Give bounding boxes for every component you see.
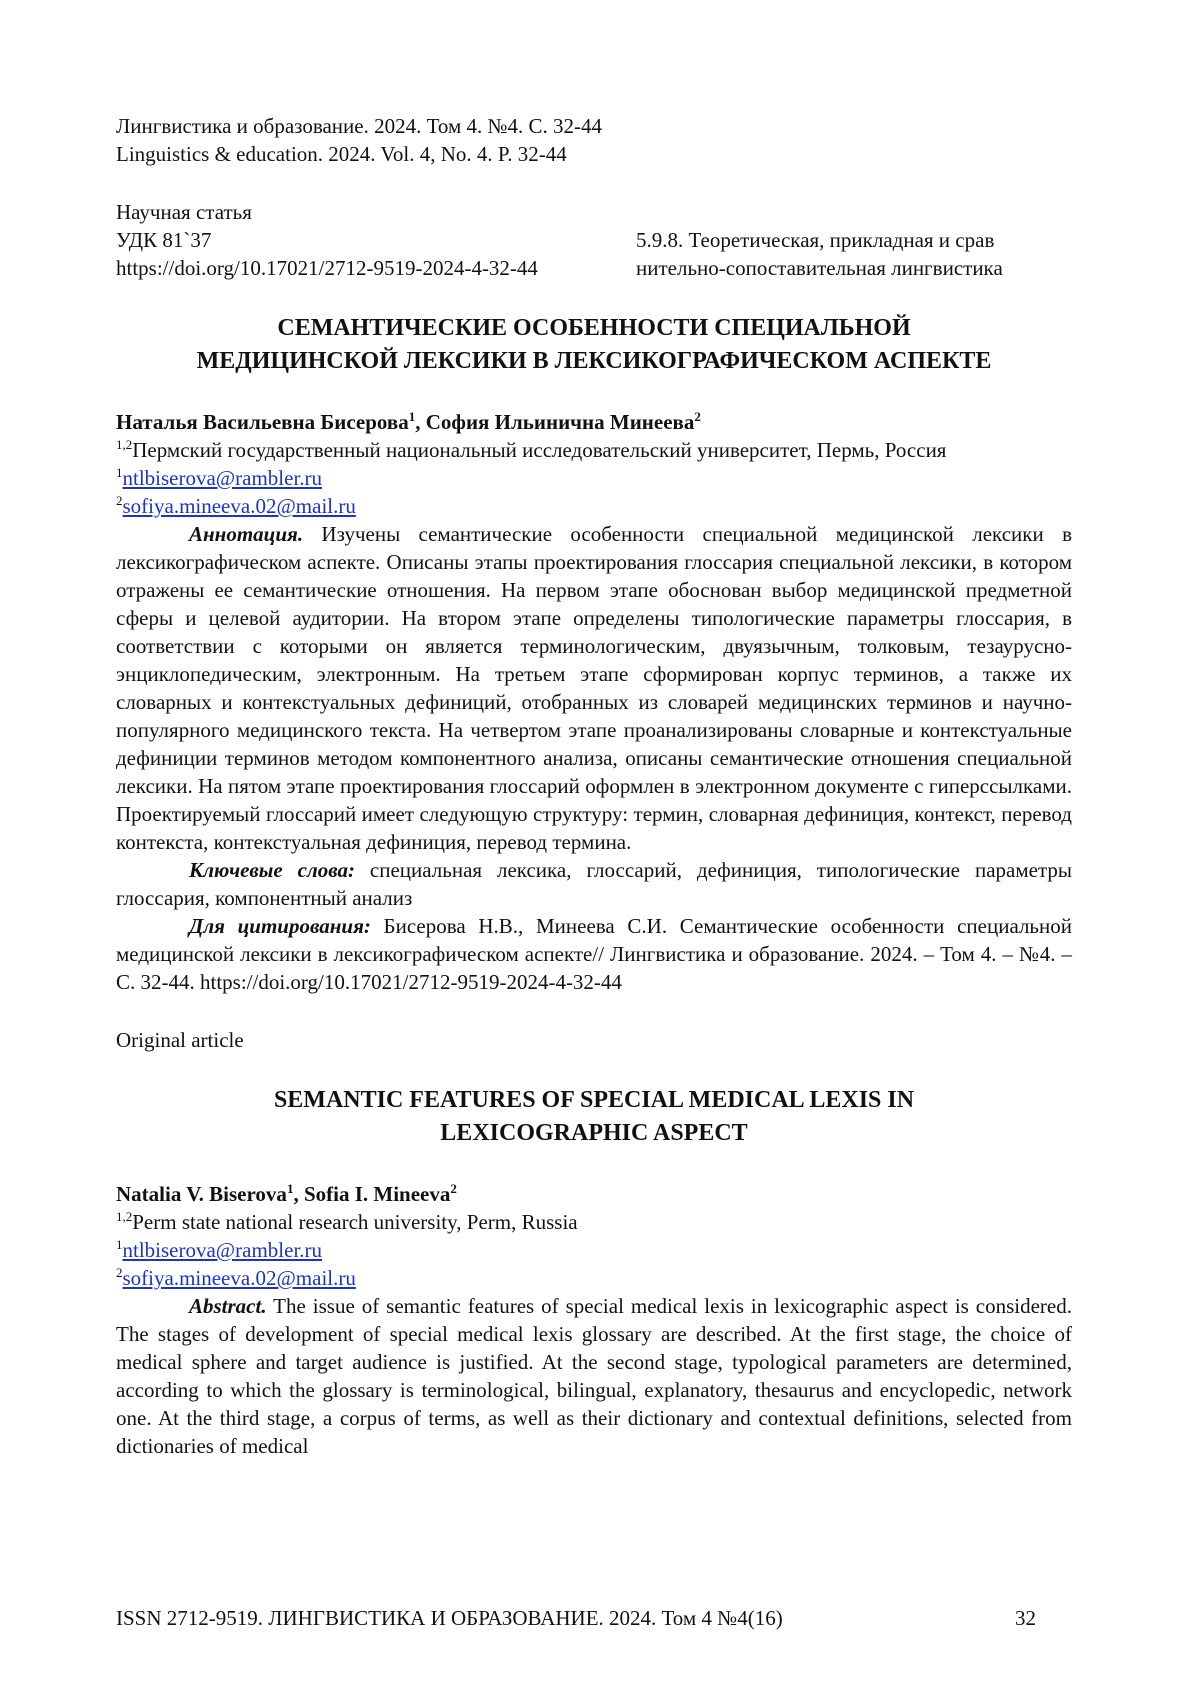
email2-en-sup: 2 xyxy=(116,1265,123,1280)
citation-ru-text: Бисерова Н.В., Минеева С.И. Семантические особенности специальной медицинской лексики в лексикографическом аспекте// Лингвистика и образование. 2024. – Том 4. – №4. – С. 32-44. https://doi.org/10.17021/2712-9519-2024-4-32-44 xyxy=(116,914,1072,994)
abstract-en xyxy=(116,1292,1072,1460)
journal-citation-ru: Лингвистика и образование. 2024. Том 4. №4. С. 32-44 xyxy=(116,114,603,138)
doi-link: https://doi.org/10.17021/2712-9519-2024-4-32-44 xyxy=(116,256,538,280)
journal-citation-en: Linguistics & education. 2024. Vol. 4, No. 4. P. 32-44 xyxy=(116,142,567,166)
specialty-code-line1: 5.9.8. Теоретическая, прикладная и срав xyxy=(636,228,995,252)
keywords-ru xyxy=(116,856,1072,912)
author2-en-sup: 2 xyxy=(450,1181,457,1196)
email1-en-sup: 1 xyxy=(116,1237,123,1252)
email2-en-link[interactable]: sofiya.mineeva.02@mail.ru xyxy=(122,1266,356,1290)
affiliation-ru xyxy=(116,436,1072,464)
email1-ru-link[interactable]: ntlbiserova@rambler.ru xyxy=(122,466,323,490)
keywords-ru-label: Ключевые слова: xyxy=(189,858,355,882)
author1-ru-sup: 1 xyxy=(408,409,416,424)
author1-ru: Наталья Васильевна Бисерова xyxy=(116,410,409,434)
author2-en: Sofia I. Mineeva xyxy=(303,1182,451,1206)
authors-en xyxy=(116,1180,1072,1208)
citation-ru xyxy=(116,912,1072,996)
author1-en: Natalia V. Biserova xyxy=(116,1182,287,1206)
email2-ru-sup: 2 xyxy=(116,493,123,508)
affiliation-ru-sup: 1,2 xyxy=(116,437,133,452)
authors-ru xyxy=(116,408,1072,436)
title-en-line2: LEXICOGRAPHIC ASPECT xyxy=(440,1120,748,1146)
page-footer xyxy=(116,1604,1036,1632)
citation-ru-label: Для цитирования: xyxy=(189,914,371,938)
author2-ru-sup: 2 xyxy=(694,409,701,424)
abstract-ru xyxy=(116,520,1072,856)
title-ru-line1: СЕМАНТИЧЕСКИЕ ОСОБЕННОСТИ СПЕЦИАЛЬНОЙ xyxy=(277,315,911,341)
email2-en-line xyxy=(116,1264,1072,1292)
abstract-ru-text: Изучены семантические особенности специальной медицинской лексики в лексикографическом аспекте. Описаны этапы проектирования глоссария специальной лексики, в котором отражены ее семантические отношения. На первом этапе обоснован выбор медицинской предметной сферы и целевой аудитории. На втором этапе определены типологические параметры глоссария, в соответствии с которыми он является терминологическим, двуязычным, толковым, тезаурусно-энциклопедическим, электронным. На третьем этапе сформирован корпус терминов, а также их словарных и контекстуальных дефиниций, отобранных из словарей медицинских терминов и научно-популярного медицинского текста. На четвертом этапе проанализированы словарные и контекстуальные дефиниции терминов методом компонентного анализа, описаны семантические отношения специальной лексики. На пятом этапе проектирования глоссарий оформлен в электронном документе с гиперссылками. Проектируемый глоссарий имеет следующую структуру: термин, словарная дефиниция, контекст, перевод контекста, контекстуальная дефиниция, перевод термина. xyxy=(116,522,1072,854)
abstract-en-label: Abstract. xyxy=(189,1294,267,1318)
author2-ru: София Ильинична Минеева xyxy=(425,410,695,434)
article-page xyxy=(116,112,1072,1460)
email2-ru-line xyxy=(116,492,1072,520)
affiliation-en-sup: 1,2 xyxy=(116,1209,133,1224)
specialty-code-line2: нительно-сопоставительная лингвистика xyxy=(636,256,1003,280)
meta-block xyxy=(116,226,1072,282)
page-number: 32 xyxy=(1015,1606,1036,1630)
email2-ru-link[interactable]: sofiya.mineeva.02@mail.ru xyxy=(122,494,356,518)
article-type-ru: Научная статья xyxy=(116,200,252,224)
author-separator-en: , xyxy=(293,1182,304,1206)
footer-issn: ISSN 2712-9519. ЛИНГВИСТИКА И ОБРАЗОВАНИЕ. 2024. Том 4 №4(16) xyxy=(116,1606,783,1630)
abstract-en-text: The issue of semantic features of special medical lexis in lexicographic aspect is considered. The stages of development of special medical lexis glossary are described. At the first stage, the choice of medical sphere and target audience is justified. At the second stage, typological parameters are determined, according to which the glossary is terminological, bilingual, explanatory, thesaurus and encyclopedic, network one. At the third stage, a corpus of terms, as well as their dictionary and contextual definitions, selected from dictionaries of medical xyxy=(116,1294,1072,1458)
author-separator-ru: , xyxy=(415,410,426,434)
email1-ru-sup: 1 xyxy=(116,465,123,480)
abstract-ru-label: Аннотация. xyxy=(189,522,304,546)
keywords-ru-text: специальная лексика, глоссарий, дефиниция, типологические параметры глоссария, компонентный анализ xyxy=(116,858,1072,910)
affiliation-en xyxy=(116,1208,1072,1236)
title-ru-line2: МЕДИЦИНСКОЙ ЛЕКСИКИ В ЛЕКСИКОГРАФИЧЕСКОМ АСПЕКТЕ xyxy=(196,348,992,374)
article-type-en: Original article xyxy=(116,1028,244,1052)
affiliation-ru-text: Пермский государственный национальный исследовательский университет, Пермь, Россия xyxy=(132,438,947,462)
author1-en-sup: 1 xyxy=(286,1181,294,1196)
email1-ru-line xyxy=(116,464,1072,492)
email1-en-line xyxy=(116,1236,1072,1264)
affiliation-en-text: Perm state national research university, Perm, Russia xyxy=(132,1210,578,1234)
email1-en-link[interactable]: ntlbiserova@rambler.ru xyxy=(122,1238,323,1262)
udc-code: УДК 81`37 xyxy=(116,228,212,252)
title-en-line1: SEMANTIC FEATURES OF SPECIAL MEDICAL LEXIS IN xyxy=(273,1087,915,1113)
